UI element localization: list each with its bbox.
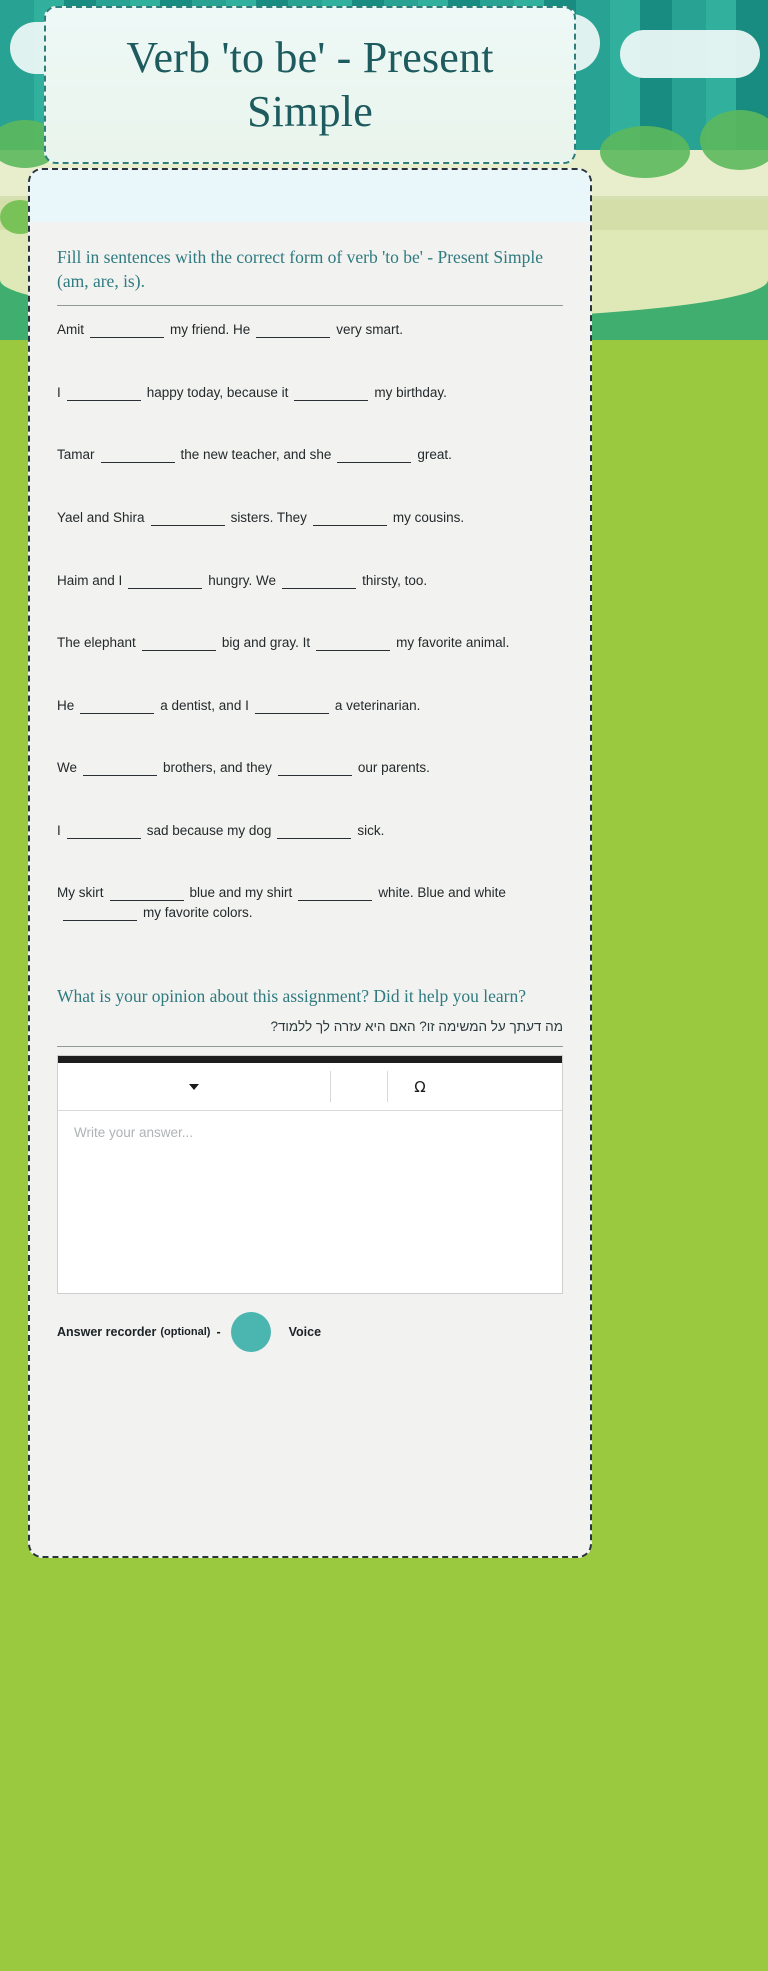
answer-blank[interactable]: [255, 701, 329, 714]
cloud-icon: [620, 30, 760, 78]
question-text-segment: my favorite animal.: [396, 635, 510, 651]
opinion-heading: What is your opinion about this assignment? Did it help you learn?: [57, 986, 527, 1007]
chevron-down-icon: [189, 1084, 199, 1090]
question-text-segment: the new teacher, and she: [180, 447, 332, 463]
question-text-segment: my favorite colors.: [143, 904, 253, 920]
question-item: [57, 494, 563, 557]
answer-blank[interactable]: [110, 888, 184, 901]
editor-top-accent-bar: [58, 1056, 562, 1063]
opinion-heading-hebrew: מה דעתך על המשימה זו? האם היא עזרה לך ללמוד?: [270, 1019, 563, 1035]
question-text-segment: happy today, because it: [146, 384, 289, 400]
question-text-segment: I: [57, 384, 61, 400]
answer-blank[interactable]: [151, 513, 225, 526]
toolbar-spacer: [452, 1063, 562, 1110]
question-text-segment: very smart.: [336, 322, 404, 338]
question-item: [57, 807, 563, 870]
answer-blank[interactable]: [278, 763, 352, 776]
answer-blank[interactable]: [256, 325, 330, 338]
question-text-segment: white. Blue and white: [378, 885, 506, 901]
page-title: Verb 'to be' - Present Simple: [126, 33, 494, 136]
answer-input[interactable]: Write your answer...: [58, 1111, 562, 1293]
toolbar-spacer: [331, 1063, 387, 1110]
answer-blank[interactable]: [83, 763, 157, 776]
question-text-segment: brothers, and they: [163, 760, 272, 776]
record-voice-button[interactable]: [231, 1312, 271, 1352]
question-text-segment: sad because my dog: [146, 822, 272, 838]
answer-blank[interactable]: [67, 388, 141, 401]
editor-toolbar[interactable]: [58, 1063, 562, 1111]
question-text-segment: my birthday.: [374, 384, 447, 400]
question-text-segment: thirsty, too.: [362, 572, 428, 588]
question-item: [57, 557, 563, 620]
question-item: [57, 619, 563, 682]
answer-blank[interactable]: [67, 826, 141, 839]
question-text-segment: my friend. He: [170, 322, 251, 338]
question-text-segment: hungry. We: [208, 572, 277, 588]
question-text-segment: our parents.: [357, 760, 430, 776]
bush-icon: [600, 126, 690, 178]
answer-recorder-voice-label: Voice: [288, 1325, 322, 1340]
question-text-segment: a veterinarian.: [334, 697, 421, 713]
worksheet-title-card: [44, 6, 576, 164]
question-text-segment: my cousins.: [392, 509, 465, 525]
question-text-segment: Amit: [57, 322, 84, 338]
question-text-segment: Tamar: [57, 447, 95, 463]
answer-blank[interactable]: [282, 576, 356, 589]
answer-blank[interactable]: [90, 325, 164, 338]
question-list: [57, 306, 563, 951]
question-item: [57, 682, 563, 745]
question-item: [57, 306, 563, 369]
answer-recorder-dash: -: [216, 1325, 221, 1340]
answer-blank[interactable]: [128, 576, 202, 589]
font-style-dropdown[interactable]: [58, 1063, 330, 1110]
answer-blank[interactable]: [101, 450, 175, 463]
question-item: [57, 744, 563, 807]
question-item: [57, 431, 563, 494]
answer-blank[interactable]: [294, 388, 368, 401]
question-text-segment: Haim and I: [57, 572, 123, 588]
question-text-segment: He: [57, 697, 75, 713]
answer-recorder-optional: (optional): [160, 1326, 211, 1339]
question-text-segment: The elephant: [57, 635, 136, 651]
answer-blank[interactable]: [316, 638, 390, 651]
question-text-segment: great.: [417, 447, 452, 463]
answer-recorder-label: Answer recorder: [57, 1325, 157, 1340]
answer-blank[interactable]: [277, 826, 351, 839]
question-text-segment: sisters. They: [230, 509, 307, 525]
question-text-segment: blue and my shirt: [189, 885, 293, 901]
worksheet-sheet: [28, 168, 592, 1558]
answer-blank[interactable]: [142, 638, 216, 651]
question-text-segment: We: [57, 760, 78, 776]
instructions-heading: Fill in sentences with the correct form of verb 'to be' - Present Simple (am, are, is).: [57, 247, 543, 291]
question-item: [57, 369, 563, 432]
question-text-segment: big and gray. It: [221, 635, 311, 651]
answer-blank[interactable]: [313, 513, 387, 526]
divider: [57, 1046, 563, 1047]
answer-blank[interactable]: [63, 908, 137, 921]
answer-recorder-row: [57, 1294, 563, 1352]
question-text-segment: My skirt: [57, 885, 104, 901]
answer-blank[interactable]: [80, 701, 154, 714]
sheet-body: [30, 246, 590, 1352]
special-character-button[interactable]: Ω: [414, 1077, 426, 1096]
answer-blank[interactable]: [337, 450, 411, 463]
question-text-segment: Yael and Shira: [57, 509, 145, 525]
question-text-segment: sick.: [357, 822, 385, 838]
question-text-segment: a dentist, and I: [160, 697, 249, 713]
question-text-segment: I: [57, 822, 61, 838]
rich-text-editor[interactable]: [57, 1055, 563, 1294]
sheet-header-band: [30, 170, 590, 222]
question-item: [57, 869, 563, 951]
answer-blank[interactable]: [298, 888, 372, 901]
